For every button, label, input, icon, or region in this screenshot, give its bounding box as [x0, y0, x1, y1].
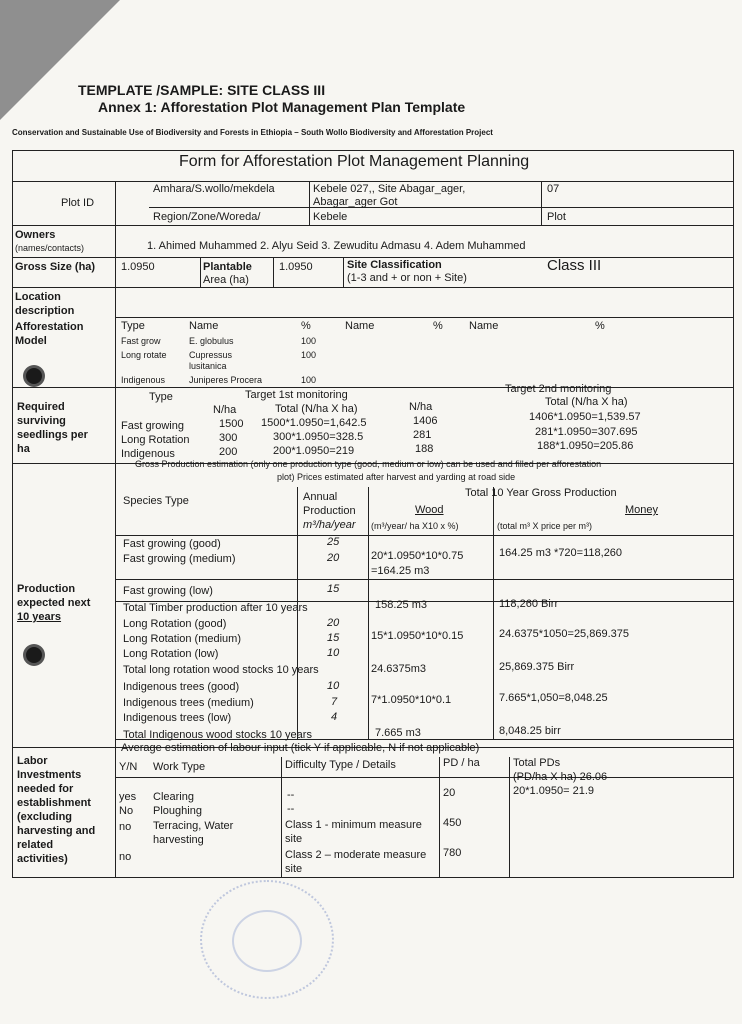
labour-row-yn: no [119, 851, 132, 863]
labour-row-work: Terracing, Water [153, 820, 234, 832]
form-title: Form for Afforestation Plot Management Planning [179, 153, 530, 170]
species-type-header: Species Type [123, 495, 189, 507]
office-stamp [200, 880, 334, 999]
annex-title: Annex 1: Afforestation Plot Management Plan Template [98, 99, 466, 115]
prod-row-wood: 158.25 m3 [375, 599, 427, 611]
production-label: Production [17, 583, 76, 595]
prod-row-money: 24.6375*1050=25,869.375 [499, 628, 629, 640]
seed-row-type: Long Rotation [121, 434, 190, 446]
prod-row-annual: 20 [327, 617, 340, 629]
prod-row-species: Long Rotation (good) [123, 618, 227, 630]
labour-note: Average estimation of labour input (tick Y if applicable, N if not applicable) [121, 742, 480, 754]
labour-header-pd: PD / ha [443, 757, 480, 769]
plantable-label-2: Area (ha) [203, 274, 249, 286]
seed-row-n1: 300 [219, 432, 238, 444]
prod-row-species: Total long rotation wood stocks 10 years [123, 664, 319, 676]
labour-row-diff: -- [287, 803, 295, 815]
template-title: TEMPLATE /SAMPLE: SITE CLASS III [78, 82, 326, 98]
prod-row-species: Indigenous trees (low) [123, 712, 232, 724]
annual-header: Annual [303, 491, 338, 503]
total-10-header: Total 10 Year Gross Production [465, 487, 617, 499]
prod-row-species: Total Indigenous wood stocks 10 years [123, 729, 312, 741]
prod-row-species: Indigenous trees (good) [123, 681, 240, 693]
model-row-name: E. globulus [189, 336, 234, 346]
prod-row-species: Fast growing (medium) [123, 553, 236, 565]
kebele-value-2: Abagar_ager Got [313, 196, 398, 208]
prod-row-species: Total Timber production after 10 years [123, 602, 308, 614]
labour-row-diff: Class 2 – moderate measure [285, 849, 427, 861]
model-header-name-3: Name [469, 320, 499, 332]
prod-row-annual: 4 [331, 711, 338, 723]
prod-row-money: 164.25 m3 *720=118,260 [499, 547, 623, 559]
model-header-pct-2: % [433, 320, 443, 332]
seed-row-t1: 200*1.0950=219 [273, 445, 355, 457]
prod-row-wood: 7*1.0950*10*0.1 [371, 694, 452, 706]
target-1-label: Target 1st monitoring [245, 389, 348, 401]
region-label: Region/Zone/Woreda/ [153, 211, 261, 223]
site-class-label: Site Classification [347, 259, 442, 271]
seed-row-n1: 200 [219, 446, 238, 458]
labour-row-work-2: harvesting [153, 834, 204, 846]
prod-row-species: Fast growing (good) [123, 538, 221, 550]
seed-row-t2: 281*1.0950=307.695 [535, 426, 638, 438]
labor-label: Labor [17, 755, 48, 767]
seed-row-n2: 1406 [413, 415, 438, 427]
owners-label: Owners [15, 229, 56, 241]
seed-type-label: Type [149, 391, 173, 403]
labour-row-diff: -- [287, 789, 295, 801]
production-label: expected next [17, 597, 91, 609]
target-2-label: Target 2nd monitoring [505, 383, 612, 395]
prod-row-wood: 15*1.0950*10*0.15 [371, 630, 464, 642]
labour-row-total: 20*1.0950= 21.9 [513, 785, 595, 797]
seed-row-t1: 1500*1.0950=1,642.5 [261, 417, 367, 429]
labour-row-pd: 20 [443, 787, 456, 799]
model-row-type: Indigenous [121, 375, 166, 385]
model-header-pct: % [301, 320, 311, 332]
model-row-pct: 100 [301, 375, 317, 385]
seedlings-label: seedlings per [17, 429, 88, 441]
labor-label: activities) [17, 853, 68, 865]
prod-row-wood: 24.6375m3 [371, 663, 427, 675]
annual-header-2: Production [303, 505, 356, 517]
labor-label: harvesting and [17, 825, 96, 837]
labour-row-diff-2: site [285, 863, 303, 875]
site-class-sub: (1-3 and + or non + Site) [347, 272, 467, 284]
labour-row-yn: yes [119, 791, 137, 803]
prod-row-money: 118,260 Birr [499, 598, 559, 610]
labour-header-yn: Y/N [119, 761, 138, 773]
plantable-value: 1.0950 [279, 261, 313, 273]
prod-row-annual: 10 [327, 647, 340, 659]
gross-production-note-2: plot) Prices estimated after harvest and yarding at road side [277, 472, 516, 482]
labor-label: establishment [17, 797, 91, 809]
prod-row-annual: 25 [327, 536, 340, 548]
labour-row-work: Ploughing [153, 805, 202, 817]
seed-row-t2: 1406*1.0950=1,539.57 [529, 411, 641, 423]
prod-row-wood-2: =164.25 m3 [371, 565, 430, 577]
prod-row-money: 25,869.375 Birr [499, 661, 575, 673]
wood-header: Wood [415, 504, 444, 516]
seed-row-type: Fast growing [121, 420, 184, 432]
labour-header-total-2: (PD/ha X ha) 26.06 [513, 771, 608, 783]
location-label: Location [15, 291, 61, 303]
plot-value: 07 [547, 183, 560, 195]
model-row-name: Cupressus [189, 350, 233, 360]
nha-label-2: N/ha [409, 401, 433, 413]
management-form [12, 150, 734, 878]
prod-row-annual: 20 [327, 552, 340, 564]
labour-row-diff-2: site [285, 833, 303, 845]
total-label-2: Total (N/ha X ha) [545, 396, 628, 408]
model-header-name: Name [189, 320, 219, 332]
labor-label: related [17, 839, 54, 851]
plot-id-label: Plot ID [61, 197, 95, 209]
model-header-pct-3: % [595, 320, 605, 332]
kebele-value: Kebele 027,, Site Abagar_ager, [313, 183, 466, 195]
seed-row-t1: 300*1.0950=328.5 [273, 431, 364, 443]
plot-label: Plot [547, 211, 566, 223]
plantable-label: Plantable [203, 261, 252, 273]
owners-sub: (names/contacts) [15, 243, 85, 253]
seed-row-n1: 1500 [219, 418, 244, 430]
model-row-pct: 100 [301, 350, 317, 360]
prod-row-wood: 7.665 m3 [375, 727, 421, 739]
prod-row-annual: 7 [331, 696, 338, 708]
annual-header-3: m³/ha/year [303, 519, 356, 531]
seedlings-label: Required [17, 401, 65, 413]
seedlings-label: surviving [17, 415, 66, 427]
labour-row-diff: Class 1 - minimum measure [285, 819, 422, 831]
prod-row-species: Indigenous trees (medium) [123, 697, 254, 709]
labour-header-total: Total PDs [513, 757, 561, 769]
prod-row-species: Long Rotation (low) [123, 648, 219, 660]
gross-size-value: 1.0950 [121, 261, 155, 273]
seed-row-type: Indigenous [121, 448, 175, 460]
location-label-2: description [15, 305, 75, 317]
labour-header-work: Work Type [153, 761, 206, 773]
money-header: Money [625, 504, 659, 516]
nha-label: N/ha [213, 404, 237, 416]
prod-row-annual: 10 [327, 680, 340, 692]
model-row-pct: 100 [301, 336, 317, 346]
money-unit: (total m³ X price per m³) [497, 521, 593, 531]
gross-size-label: Gross Size (ha) [15, 261, 96, 273]
region-value: Amhara/S.wollo/mekdela [153, 183, 275, 195]
site-class-value: Class III [547, 257, 602, 274]
prod-row-annual: 15 [327, 632, 340, 644]
prod-row-money: 8,048.25 birr [499, 725, 561, 737]
wood-unit: (m³/year/ ha X10 x %) [371, 521, 459, 531]
model-row-type: Fast grow [121, 336, 161, 346]
prod-row-species: Long Rotation (medium) [123, 633, 242, 645]
seedlings-label: ha [17, 443, 30, 455]
model-row-type: Long rotate [121, 350, 167, 360]
model-label: Afforestation [15, 321, 84, 333]
total-label: Total (N/ha X ha) [275, 403, 358, 415]
labor-label: (excluding [17, 811, 73, 823]
labour-header-diff: Difficulty Type / Details [285, 759, 396, 771]
kebele-label: Kebele [313, 211, 348, 223]
labor-label: Investments [17, 769, 82, 781]
model-row-name: Juniperes Procera [189, 375, 263, 385]
model-header-type: Type [121, 320, 145, 332]
labour-row-pd: 450 [443, 817, 462, 829]
model-row-name-2: lusitanica [189, 361, 227, 371]
labour-row-work: Clearing [153, 791, 194, 803]
model-label-2: Model [15, 335, 47, 347]
seed-row-n2: 188 [415, 443, 434, 455]
model-header-name-2: Name [345, 320, 375, 332]
gross-production-note: Gross Production estimation (only one production type (good, medium or low) can be used and filled per afforestation [135, 459, 602, 469]
labor-label: needed for [17, 783, 74, 795]
project-name: Conservation and Sustainable Use of Biodiversity and Forests in Ethiopia – South Wollo Biodiversity and Afforestation Project [12, 128, 493, 137]
prod-row-annual: 15 [327, 583, 340, 595]
production-label: 10 years [17, 611, 62, 623]
labour-row-yn: no [119, 821, 132, 833]
prod-row-wood: 20*1.0950*10*0.75 [371, 550, 464, 562]
prod-row-species: Fast growing (low) [123, 585, 213, 597]
owners-value: 1. Ahimed Muhammed 2. Alyu Seid 3. Zewuditu Admasu 4. Adem Muhammed [147, 240, 526, 252]
seed-row-n2: 281 [413, 429, 432, 441]
labour-row-yn: No [119, 805, 134, 817]
labour-row-pd: 780 [443, 847, 462, 859]
seed-row-t2: 188*1.0950=205.86 [537, 440, 634, 452]
prod-row-money: 7.665*1,050=8,048.25 [499, 692, 608, 704]
